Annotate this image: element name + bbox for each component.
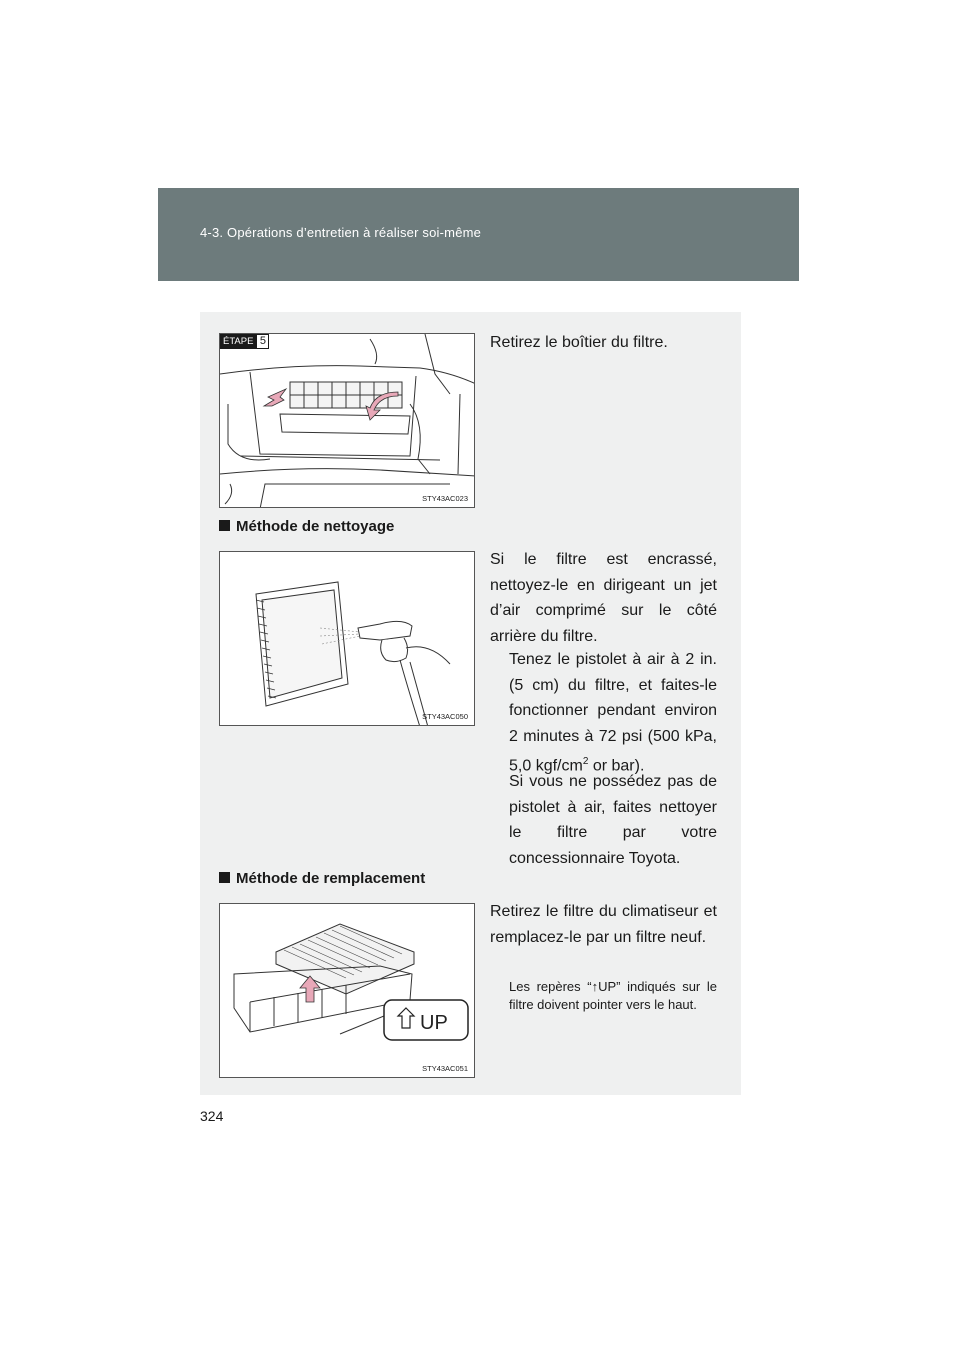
figure-code: STY43AC050	[422, 712, 468, 721]
figure-code: STY43AC051	[422, 1064, 468, 1073]
cleaning-note-text: Tenez le pistolet à air à 2 in. (5 cm) du filtre, et faites-le fonctionner pendant environ 2 minutes à 72 psi (500 kPa, 5,0 kgf/cm	[509, 651, 717, 775]
up-label: UP	[420, 1012, 448, 1034]
step5-illustration	[219, 333, 475, 508]
step-label: ÉTAPE	[220, 334, 256, 349]
cleaning-note-dealer: Si vous ne possédez pas de pistolet à air, faites nettoyer le filtre par votre concessionnaire Toyota.	[509, 773, 717, 867]
replacement-paragraph: Retirez le filtre du climatiseur et remplacez-le par un filtre neuf.	[490, 903, 717, 946]
figure-code: STY43AC023	[422, 494, 468, 503]
section-title: 4-3. Opérations d’entretien à réaliser soi-même	[200, 225, 482, 240]
replacement-note-start: Les repères “	[509, 979, 592, 994]
filter-housing-drawing	[220, 334, 475, 508]
step-badge	[220, 334, 269, 349]
page-number: 324	[200, 1108, 224, 1124]
cleaning-illustration	[219, 551, 475, 726]
replacement-illustration	[219, 903, 475, 1078]
replacement-note	[509, 978, 717, 1014]
left-arrow-icon	[264, 389, 286, 406]
square-bullet-icon	[219, 872, 230, 883]
cleaning-heading	[219, 518, 394, 535]
superscript-2: 2	[582, 756, 589, 767]
cleaning-note-text-end: or bar).	[588, 757, 645, 775]
up-arrow-icon: ↑	[591, 979, 599, 994]
air-gun-drawing	[220, 552, 475, 726]
replacement-heading-text: Méthode de remplacement	[236, 870, 426, 887]
replacement-heading	[219, 870, 425, 887]
square-bullet-icon	[219, 520, 230, 531]
cleaning-note-distance	[509, 647, 717, 779]
cleaning-heading-text: Méthode de nettoyage	[236, 518, 395, 535]
cleaning-paragraph: Si le filtre est encrassé, nettoyez-le en dirigeant un jet d’air comprimé sur le côté arrière du filtre.	[490, 551, 717, 645]
step-number: 5	[256, 334, 269, 349]
filter-replacement-drawing	[220, 904, 475, 1078]
replacement-note-end: UP” indiqués sur le filtre doivent pointer vers le haut.	[509, 979, 717, 1012]
step5-instruction: Retirez le boîtier du filtre.	[490, 334, 668, 351]
